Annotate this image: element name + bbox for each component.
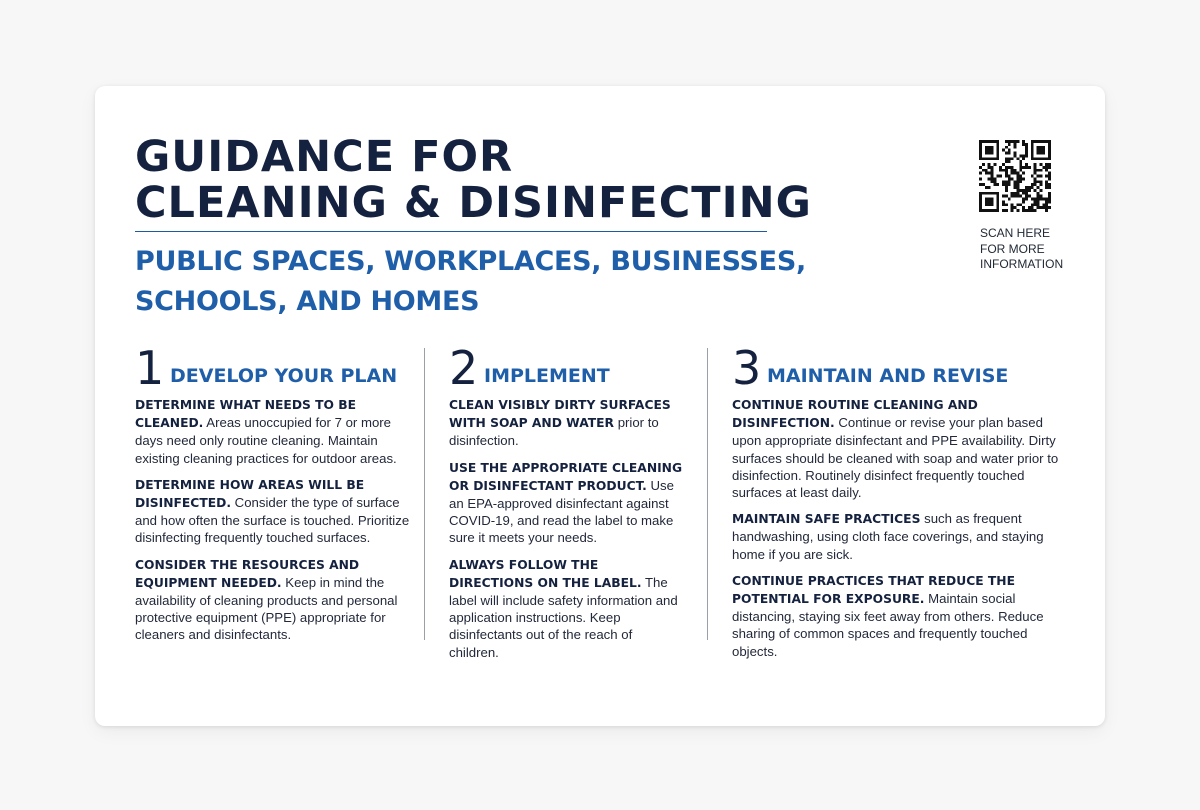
step-paragraph (449, 459, 685, 547)
subtitle-line-1: PUBLIC SPACES, WORKPLACES, BUSINESSES, (135, 246, 806, 277)
step-header (732, 341, 1072, 396)
title-line-1: GUIDANCE FOR (135, 132, 514, 182)
step-paragraph (732, 572, 1072, 660)
paragraph-lead: CONSIDER THE RESOURCES AND EQUIPMENT NEEDED. (135, 557, 360, 590)
step-paragraph (732, 396, 1072, 501)
paragraph-lead: CONTINUE PRACTICES THAT REDUCE THE POTENTIAL FOR EXPOSURE. (732, 573, 1015, 607)
paragraph-text: Continue or revise your plan based upon appropriate disinfectant and PPE availability. Dirty surfaces should be cleaned with soap and water prior to disinfection. Routinely disinfect frequently touched surfaces at least daily. (732, 415, 1059, 501)
guidance-card (95, 86, 1105, 726)
step-header (135, 341, 413, 396)
paragraph-text: Use an EPA-approved disinfectant against COVID-19, and read the label to make sure it meets your needs. (449, 477, 674, 546)
step-title: DEVELOP YOUR PLAN (170, 365, 398, 387)
step-paragraph (732, 510, 1072, 563)
qr-caption-line-1: SCAN HERE (980, 226, 1051, 240)
paragraph-lead: CLEAN VISIBLY DIRTY SURFACES WITH SOAP AND WATER (449, 398, 671, 431)
subtitle-line-2: SCHOOLS, AND HOMES (135, 286, 480, 317)
page-title (135, 134, 812, 226)
step-title: IMPLEMENT (484, 365, 610, 387)
step-number: 1 (135, 341, 165, 395)
paragraph-lead: MAINTAIN SAFE PRACTICES (732, 512, 921, 527)
step-column-1 (135, 341, 413, 653)
step-number: 3 (732, 341, 762, 395)
qr-caption-line-3: INFORMATION (980, 257, 1064, 271)
title-underline (135, 231, 767, 232)
step-column-2 (449, 341, 685, 670)
step-paragraph (135, 396, 413, 467)
qr-code-icon[interactable] (979, 140, 1051, 212)
step-header (449, 341, 685, 396)
paragraph-text: The label will include safety information and application instructions. Keep disinfectants out of the reach of children. (449, 574, 678, 660)
paragraph-text: Keep in mind the availability of cleaning products and personal protective equipment (PPE) appropriate for cleaners and disinfectants. (135, 574, 398, 643)
title-line-2: CLEANING & DISINFECTING (135, 178, 812, 228)
step-number: 2 (449, 341, 479, 395)
column-divider-1 (424, 348, 425, 640)
qr-caption-line-2: FOR MORE (980, 241, 1045, 256)
paragraph-text: Consider the type of surface and how often the surface is touched. Prioritize disinfecting frequently touched surfaces. (135, 495, 410, 546)
paragraph-lead: DETERMINE HOW AREAS WILL BE DISINFECTED. (135, 477, 365, 511)
step-paragraph (135, 476, 413, 547)
step-paragraph (449, 556, 685, 661)
qr-caption (980, 226, 1063, 273)
step-title: MAINTAIN AND REVISE (767, 365, 1009, 387)
paragraph-lead: CONTINUE ROUTINE CLEANING AND DISINFECTION. (732, 398, 978, 431)
step-column-3 (732, 341, 1072, 669)
step-paragraph (449, 396, 685, 450)
page-subtitle (135, 242, 806, 322)
paragraph-lead: USE THE APPROPRIATE CLEANING OR DISINFECTANT PRODUCT. (449, 460, 683, 493)
step-paragraph (135, 556, 413, 644)
paragraph-text: Maintain social distancing, staying six feet away from others. Reduce sharing of common spaces and frequently touched objects. (732, 591, 1044, 659)
paragraph-text: prior to disinfection. (449, 415, 659, 449)
paragraph-lead: ALWAYS FOLLOW THE DIRECTIONS ON THE LABEL. (449, 557, 642, 590)
column-divider-2 (707, 348, 708, 640)
paragraph-text: Areas unoccupied for 7 or more days need only routine cleaning. Maintain existing cleaning practices for outdoor areas. (135, 415, 397, 466)
paragraph-text: such as frequent handwashing, using cloth face coverings, and staying home if you are sick. (732, 511, 1044, 562)
paragraph-lead: DETERMINE WHAT NEEDS TO BE CLEANED. (135, 398, 357, 431)
